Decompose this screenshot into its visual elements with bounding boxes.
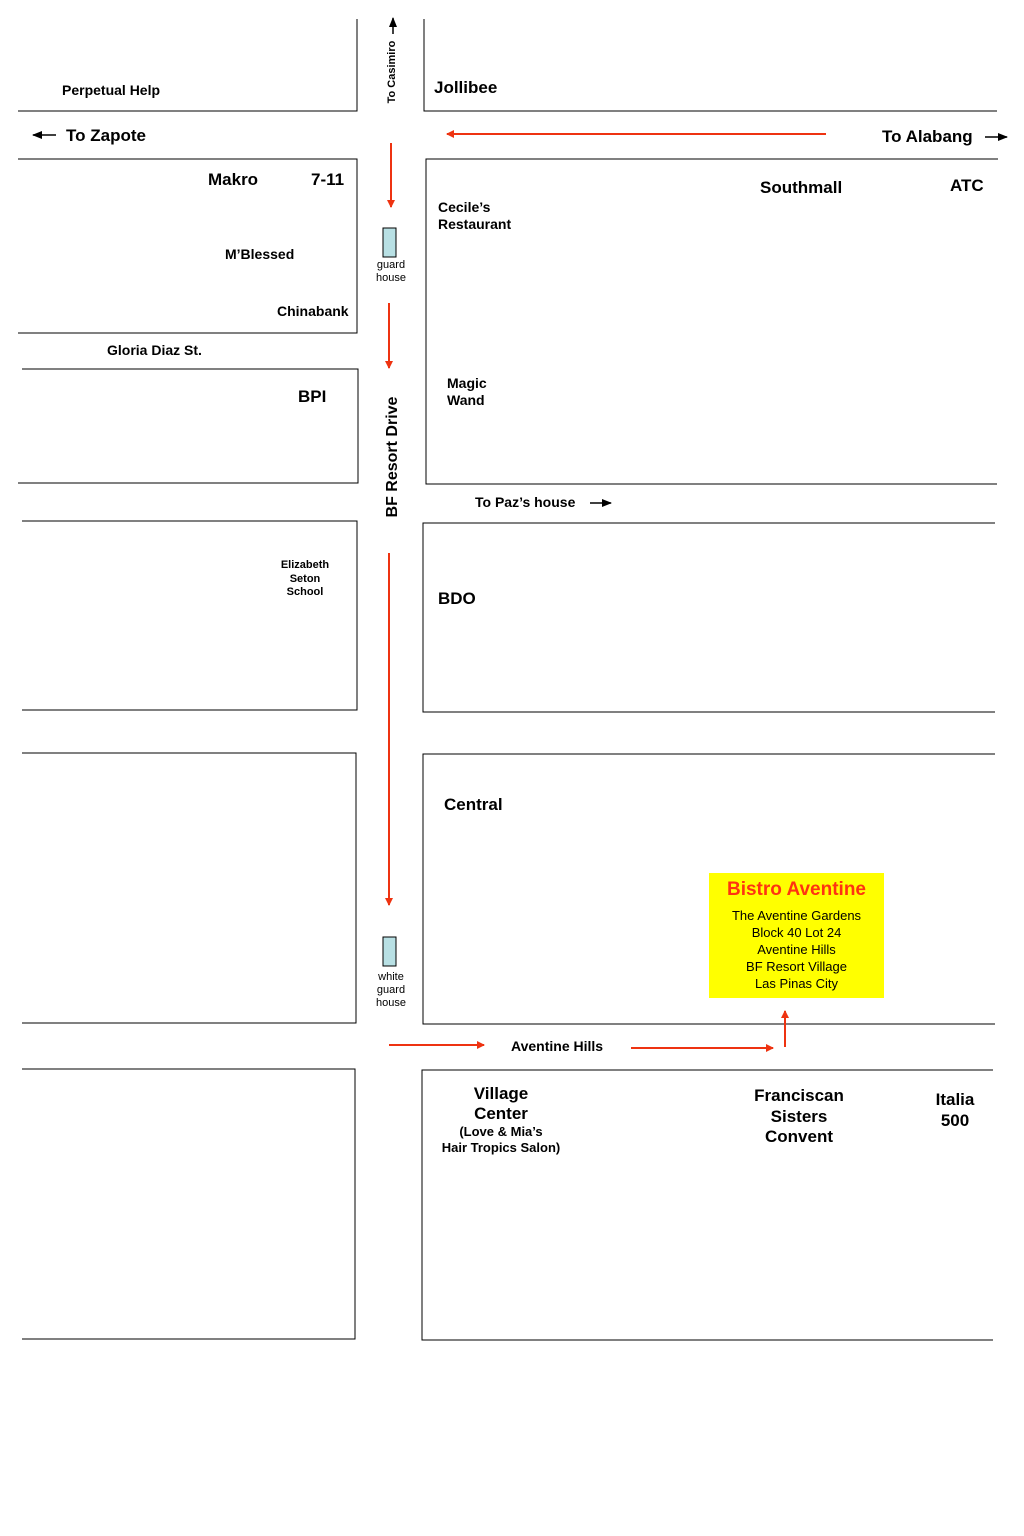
ceciles-line-2: Restaurant [438, 216, 512, 232]
village-line-2: Center [474, 1104, 528, 1123]
elizabeth-seton-label [266, 559, 344, 600]
to-alabang-label: To Alabang [882, 127, 973, 146]
elizabeth-line-1: Elizabeth [280, 559, 330, 571]
ceciles-line-1: Cecile’s [438, 199, 491, 215]
to-casimiro-label: To Casimiro [386, 40, 398, 104]
bf-resort-drive-label: BF Resort Drive [384, 396, 401, 518]
franciscan-convent-label [739, 1086, 859, 1148]
mblessed-label: M’Blessed [225, 246, 295, 262]
bdo-label: BDO [438, 589, 476, 608]
makro-label: Makro [208, 170, 259, 189]
guard-upper-line-2: house [376, 272, 406, 285]
village-center-label [431, 1084, 571, 1156]
destination-address [709, 907, 884, 992]
bpi-label: BPI [298, 387, 327, 406]
address-line-2: Block 40 Lot 24 [751, 925, 842, 940]
gloria-diaz-label: Gloria Diaz St. [107, 342, 202, 358]
elizabeth-line-2: Seton [289, 572, 321, 585]
block-elizabeth-seton [22, 521, 357, 710]
atc-label: ATC [950, 176, 984, 195]
franciscan-line-3: Convent [765, 1127, 833, 1146]
magic-wand-line-2: Wand [447, 392, 485, 408]
central-label: Central [444, 795, 503, 814]
block-southmall [426, 159, 998, 484]
aventine-hills-road-label: Aventine Hills [511, 1038, 604, 1054]
seven-eleven-label: 7-11 [311, 170, 345, 189]
address-line-1: The Aventine Gardens [731, 908, 862, 923]
to-zapote-label: To Zapote [66, 126, 146, 145]
to-paz-house-label: To Paz’s house [475, 494, 576, 510]
address-line-3: Aventine Hills [757, 942, 836, 957]
guard-house-lower-label [366, 971, 416, 1011]
address-line-4: BF Resort Village [746, 959, 847, 974]
guard-house-upper-label [366, 259, 416, 285]
perpetual-help-label: Perpetual Help [62, 82, 161, 98]
guard-lower-line-3: house [376, 997, 406, 1010]
italia-500-label [925, 1090, 985, 1131]
block-bdo [423, 523, 995, 712]
italia-line-1: Italia [935, 1090, 975, 1109]
block-jollibee [424, 19, 997, 111]
southmall-label: Southmall [760, 178, 843, 197]
village-line-4: Hair Tropics Salon) [441, 1140, 561, 1155]
guard-upper-line-1: guard [376, 259, 406, 271]
italia-line-2: 500 [940, 1110, 970, 1130]
ceciles-restaurant-label [438, 199, 511, 233]
magic-wand-line-1: Magic [447, 375, 487, 391]
guard-lower-line-2: guard [376, 984, 406, 997]
address-line-5: Las Pinas City [754, 976, 839, 991]
jollibee-label: Jollibee [434, 78, 498, 97]
block-left-lower [22, 753, 356, 1023]
guard-lower-line-1: white [378, 971, 404, 983]
guard-house-lower [383, 937, 396, 966]
block-left-bottom [22, 1069, 355, 1339]
franciscan-line-2: Sisters [770, 1106, 828, 1126]
destination-box [709, 873, 884, 998]
destination-name: Bistro Aventine [726, 879, 866, 900]
magic-wand-label [447, 375, 487, 409]
guard-house-upper [383, 228, 396, 257]
franciscan-line-1: Franciscan [754, 1086, 844, 1105]
village-line-3: (Love & Mia’s [459, 1124, 543, 1139]
elizabeth-line-3: School [286, 586, 324, 598]
chinabank-label: Chinabank [277, 303, 349, 319]
village-line-1: Village [473, 1084, 529, 1103]
